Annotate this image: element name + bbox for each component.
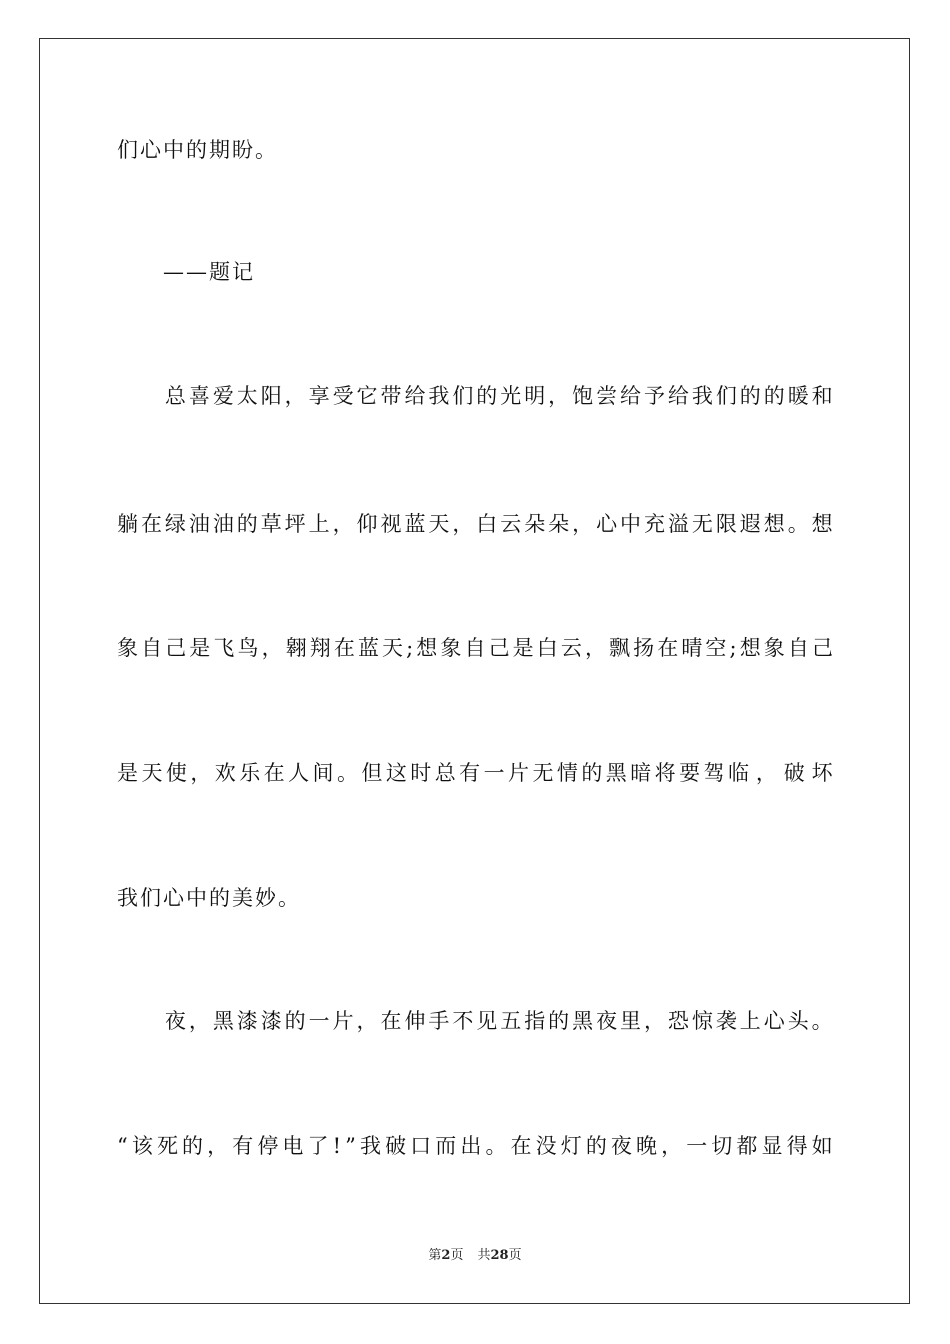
glyph: 我 [691, 384, 713, 408]
glyph: 。 [811, 1009, 833, 1033]
text-line-5 [117, 634, 833, 662]
footer-total-suffix: 页 [508, 1248, 522, 1263]
glyph: 尝 [596, 384, 618, 408]
glyph [141, 1007, 162, 1035]
glyph: ， [661, 1134, 683, 1158]
glyph: 不 [452, 1009, 474, 1033]
glyph: 但 [361, 761, 383, 785]
glyph: 象 [763, 636, 785, 660]
glyph: 头 [787, 1009, 809, 1033]
footer-page-number: 2 [441, 1248, 451, 1263]
glyph: ， [190, 761, 212, 785]
glyph: 翔 [309, 636, 331, 660]
glyph: 受 [332, 384, 354, 408]
glyph: 躺 [117, 512, 138, 536]
glyph: 象 [440, 636, 462, 660]
glyph: 白 [536, 636, 558, 660]
glyph: 。 [336, 761, 358, 785]
glyph: 和 [811, 384, 833, 408]
glyph: 恐 [667, 1009, 689, 1033]
glyph: 给 [404, 384, 426, 408]
glyph: 爱 [212, 384, 234, 408]
glyph: 明 [524, 384, 546, 408]
glyph: 飘 [609, 636, 631, 660]
glyph: 情 [556, 761, 578, 785]
glyph: 的 [476, 384, 498, 408]
glyph: 得 [786, 1134, 808, 1158]
glyph: ! [332, 1134, 342, 1158]
glyph: 漆 [260, 1009, 282, 1033]
glyph: 一 [483, 761, 505, 785]
glyph: 云 [560, 636, 582, 660]
glyph: 如 [811, 1134, 833, 1158]
glyph: 的 [548, 1009, 570, 1033]
glyph: 欢 [214, 761, 236, 785]
glyph: 我 [359, 1134, 381, 1158]
glyph: ， [332, 512, 354, 536]
glyph: ， [261, 636, 283, 660]
glyph: 自 [787, 636, 809, 660]
glyph: 享 [308, 384, 330, 408]
glyph: ， [572, 512, 594, 536]
glyph [141, 382, 162, 410]
footer-total-prefix: 共 [477, 1248, 491, 1263]
glyph: 光 [500, 384, 522, 408]
glyph: 空 [705, 636, 727, 660]
glyph: 鸟 [237, 636, 259, 660]
glyph: ， [548, 384, 570, 408]
glyph: 临 [727, 761, 749, 785]
glyph: 朵 [548, 512, 570, 536]
glyph: 乐 [239, 761, 261, 785]
text-line-8 [117, 1007, 833, 1035]
glyph: 在 [140, 512, 162, 536]
glyph: 油 [188, 512, 210, 536]
glyph: 袭 [715, 1009, 737, 1033]
glyph: ， [356, 1009, 378, 1033]
glyph: ， [584, 636, 606, 660]
glyph: 黑 [605, 761, 627, 785]
glyph: 坏 [811, 761, 833, 785]
glyph: 蓝 [357, 636, 379, 660]
glyph: 的 [182, 1134, 204, 1158]
glyph: 暖 [787, 384, 809, 408]
glyph: 是 [189, 636, 211, 660]
glyph: 间 [312, 761, 334, 785]
glyph: 停 [257, 1134, 279, 1158]
glyph: 这 [385, 761, 407, 785]
glyph: 象 [117, 636, 138, 660]
footer-page-suffix: 页 [450, 1248, 464, 1263]
glyph: 都 [736, 1134, 758, 1158]
page-border [39, 38, 910, 1304]
glyph: 口 [410, 1134, 432, 1158]
glyph: 暗 [630, 761, 652, 785]
glyph: 想 [811, 512, 833, 536]
glyph: 指 [524, 1009, 546, 1033]
glyph: 没 [535, 1134, 557, 1158]
glyph: “ [117, 1134, 128, 1158]
glyph: 使 [165, 761, 187, 785]
glyph: ， [207, 1134, 229, 1158]
glyph: 视 [380, 512, 402, 536]
glyph: ， [188, 1009, 210, 1033]
glyph: ， [755, 761, 777, 785]
glyph: 心 [596, 512, 618, 536]
glyph: 晴 [681, 636, 703, 660]
glyph: 出 [460, 1134, 482, 1158]
glyph: 己 [488, 636, 510, 660]
glyph: 。 [485, 1134, 507, 1158]
glyph: 显 [761, 1134, 783, 1158]
glyph: 驾 [703, 761, 725, 785]
glyph: 在 [263, 761, 285, 785]
glyph: 里 [620, 1009, 642, 1033]
glyph: 无 [532, 761, 554, 785]
glyph: 无 [691, 512, 713, 536]
glyph: 而 [435, 1134, 457, 1158]
glyph: 飞 [213, 636, 235, 660]
text-line-6 [117, 759, 833, 787]
glyph: 上 [308, 512, 330, 536]
text-line-9 [117, 1132, 833, 1160]
glyph: 的 [284, 1009, 306, 1033]
glyph: 自 [141, 636, 163, 660]
glyph: 在 [333, 636, 355, 660]
glyph: 是 [117, 761, 138, 785]
glyph: 我 [428, 384, 450, 408]
glyph: 溢 [667, 512, 689, 536]
glyph: 是 [512, 636, 534, 660]
glyph: 在 [657, 636, 679, 660]
glyph: 蓝 [404, 512, 426, 536]
glyph: 晚 [636, 1134, 658, 1158]
text-line-4 [117, 510, 833, 538]
glyph: 饱 [572, 384, 594, 408]
glyph: 片 [508, 761, 529, 785]
glyph: 限 [715, 512, 737, 536]
glyph: 想 [416, 636, 438, 660]
glyph: 五 [500, 1009, 522, 1033]
glyph: 伸 [404, 1009, 426, 1033]
glyph: 有 [232, 1134, 254, 1158]
glyph: 天 [382, 636, 404, 660]
glyph: 破 [783, 761, 805, 785]
glyph: 扬 [633, 636, 655, 660]
glyph: 中 [620, 512, 642, 536]
text-line-1: 们心中的期盼。 [117, 138, 278, 162]
glyph: 自 [464, 636, 486, 660]
glyph: 天 [428, 512, 450, 536]
glyph: 的 [581, 761, 603, 785]
glyph: 手 [428, 1009, 450, 1033]
glyph: 黑 [572, 1009, 594, 1033]
glyph: 一 [686, 1134, 708, 1158]
glyph: 总 [434, 761, 456, 785]
glyph: 的 [739, 384, 761, 408]
glyph: ; [729, 636, 737, 660]
glyph: 云 [500, 512, 522, 536]
text-line-7: 我们心中的美妙。 [117, 886, 301, 910]
glyph: ， [284, 384, 306, 408]
glyph: 灯 [560, 1134, 582, 1158]
glyph: 夜 [164, 1009, 186, 1033]
glyph: 遐 [739, 512, 761, 536]
glyph: 天 [141, 761, 163, 785]
glyph: 惊 [691, 1009, 713, 1033]
footer-total-pages: 28 [490, 1248, 509, 1263]
glyph: 电 [282, 1134, 304, 1158]
glyph: 的 [585, 1134, 607, 1158]
glyph: 见 [476, 1009, 498, 1033]
glyph: 有 [459, 761, 481, 785]
glyph: 想 [739, 636, 761, 660]
glyph: 给 [667, 384, 689, 408]
glyph: 阳 [260, 384, 282, 408]
glyph: ” [345, 1134, 356, 1158]
text-line-2: ——题记 [117, 260, 255, 284]
glyph: 人 [288, 761, 310, 785]
glyph: 白 [476, 512, 498, 536]
glyph: ， [452, 512, 474, 536]
glyph: 给 [620, 384, 642, 408]
footer-page-prefix: 第 [428, 1248, 442, 1263]
glyph: 夜 [596, 1009, 618, 1033]
page-footer [0, 1248, 950, 1264]
glyph: 带 [380, 384, 402, 408]
glyph: 漆 [236, 1009, 258, 1033]
glyph: 们 [452, 384, 474, 408]
glyph: 的 [236, 512, 258, 536]
glyph: 予 [643, 384, 665, 408]
glyph: 夜 [610, 1134, 632, 1158]
glyph: 在 [380, 1009, 402, 1033]
glyph: ， [643, 1009, 665, 1033]
glyph: 死 [156, 1134, 178, 1158]
glyph: 草 [260, 512, 282, 536]
glyph: 。 [787, 512, 809, 536]
glyph: 片 [332, 1009, 354, 1033]
glyph: 它 [356, 384, 378, 408]
glyph: 们 [715, 384, 737, 408]
glyph: 朵 [524, 512, 546, 536]
glyph: 上 [739, 1009, 761, 1033]
glyph: 坪 [284, 512, 306, 536]
glyph: 喜 [188, 384, 210, 408]
glyph: 破 [385, 1134, 407, 1158]
glyph: 在 [510, 1134, 532, 1158]
glyph [117, 1007, 138, 1035]
glyph: 绿 [164, 512, 186, 536]
glyph: 一 [308, 1009, 330, 1033]
text-line-3 [117, 382, 833, 410]
glyph: 将 [654, 761, 676, 785]
glyph: 黑 [212, 1009, 234, 1033]
glyph: 想 [763, 512, 785, 536]
glyph: 太 [236, 384, 258, 408]
glyph: 切 [711, 1134, 733, 1158]
glyph: 该 [131, 1134, 153, 1158]
glyph: 己 [811, 636, 833, 660]
glyph: 时 [410, 761, 432, 785]
glyph: 心 [763, 1009, 785, 1033]
glyph: 总 [164, 384, 186, 408]
glyph: 充 [643, 512, 665, 536]
glyph: 仰 [356, 512, 378, 536]
glyph: 翱 [285, 636, 307, 660]
glyph [117, 382, 138, 410]
glyph: 油 [212, 512, 234, 536]
glyph: 了 [307, 1134, 329, 1158]
glyph: 要 [679, 761, 701, 785]
glyph: ; [406, 636, 414, 660]
glyph: 己 [165, 636, 187, 660]
glyph: 的 [763, 384, 785, 408]
